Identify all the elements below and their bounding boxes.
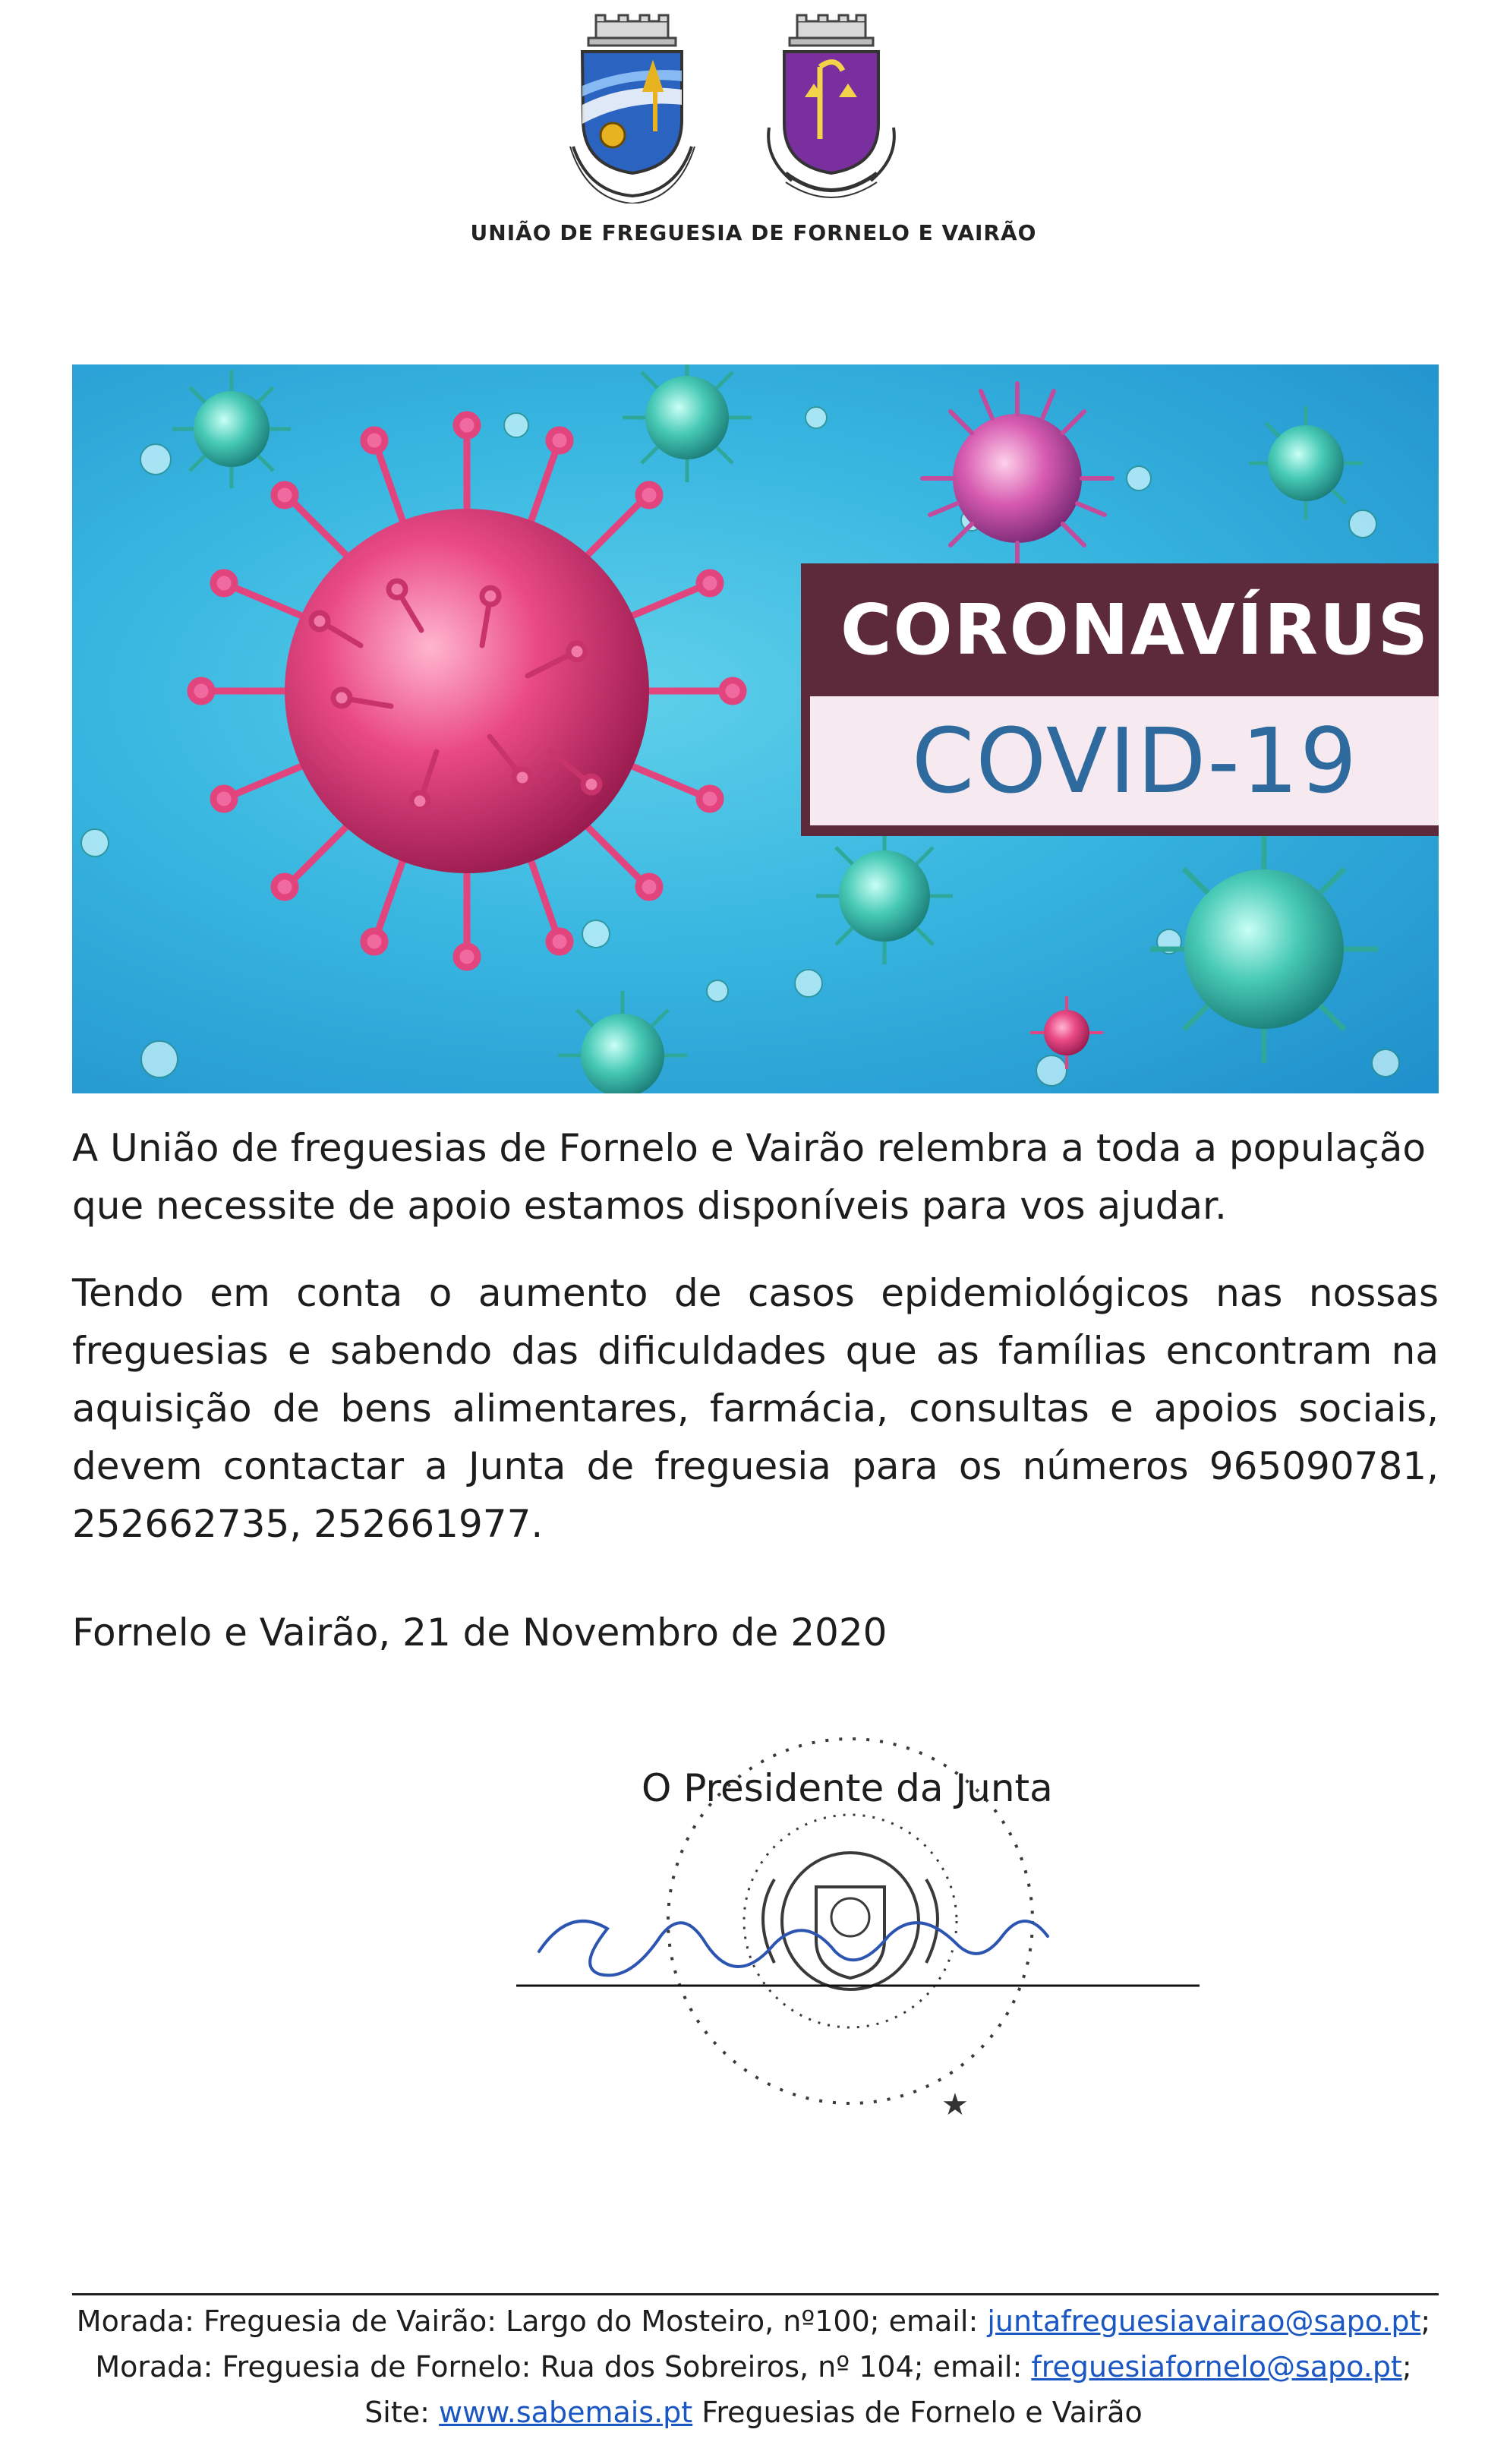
fornelo-coat-of-arms <box>566 14 698 203</box>
contact-paragraph: Tendo em conta o aumento de casos epidemiológicos nas nossas freguesias e sabendo das dificuldades que as famílias encontram na aquisição de bens alimentares, farmácia, consultas e apoios sociais, devem contactar a Junta de freguesia para os números 965090781, 252662735, 252661977. <box>72 1271 1439 1546</box>
footer-separator: ; <box>1401 2350 1412 2384</box>
signature-block <box>516 1735 1237 2130</box>
footer-site-label: Site: <box>364 2396 440 2429</box>
teal-virus-5 <box>816 828 953 964</box>
teal-virus-2 <box>623 364 752 482</box>
president-title: O Presidente da Junta <box>642 1766 1053 1810</box>
footer-separator: ; <box>1420 2305 1431 2338</box>
footer-vairao-address: Morada: Freguesia de Vairão: Largo do Mosteiro, nº100; email: <box>76 2305 988 2338</box>
vairao-coat-of-arms <box>763 14 900 207</box>
covid-title-box <box>801 563 1439 837</box>
main-pink-virus <box>191 415 743 967</box>
svg-text:★: ★ <box>941 2087 969 2122</box>
covid19-heading: COVID-19 <box>801 696 1439 836</box>
date-line: Fornelo e Vairão, 21 de Novembro de 2020 <box>72 1611 887 1655</box>
covid-banner <box>72 364 1439 1093</box>
coronavirus-heading: CORONAVÍRUS <box>801 563 1439 696</box>
footer-site-description: Freguesias de Fornelo e Vairão <box>692 2396 1143 2429</box>
teal-virus-3 <box>1249 406 1363 520</box>
footer-address-vairao <box>0 2299 1507 2343</box>
support-paragraph: A União de freguesias de Fornelo e Vairão relembra a toda a população que necessite de apoio estamos disponíveis para vos ajudar. <box>72 1126 1426 1228</box>
organization-title: UNIÃO DE FREGUESIA DE FORNELO E VAIRÃO <box>470 220 1037 245</box>
magenta-virus <box>922 383 1112 573</box>
fornelo-email-link[interactable]: freguesiafornelo@sapo.pt <box>1031 2350 1402 2384</box>
small-pink-virus <box>1030 996 1103 1069</box>
footer-divider <box>72 2293 1439 2295</box>
footer-fornelo-address: Morada: Freguesia de Fornelo: Rua dos Sobreiros, nº 104; email: <box>95 2350 1032 2384</box>
footer-address-fornelo <box>0 2345 1507 2389</box>
vairao-email-link[interactable]: juntafreguesiavairao@sapo.pt <box>987 2305 1421 2338</box>
website-link[interactable]: www.sabemais.pt <box>439 2396 693 2429</box>
teal-virus-6 <box>558 991 687 1093</box>
footer-site <box>0 2390 1507 2434</box>
teal-virus-4 <box>1150 835 1378 1063</box>
teal-virus-1 <box>172 370 291 488</box>
